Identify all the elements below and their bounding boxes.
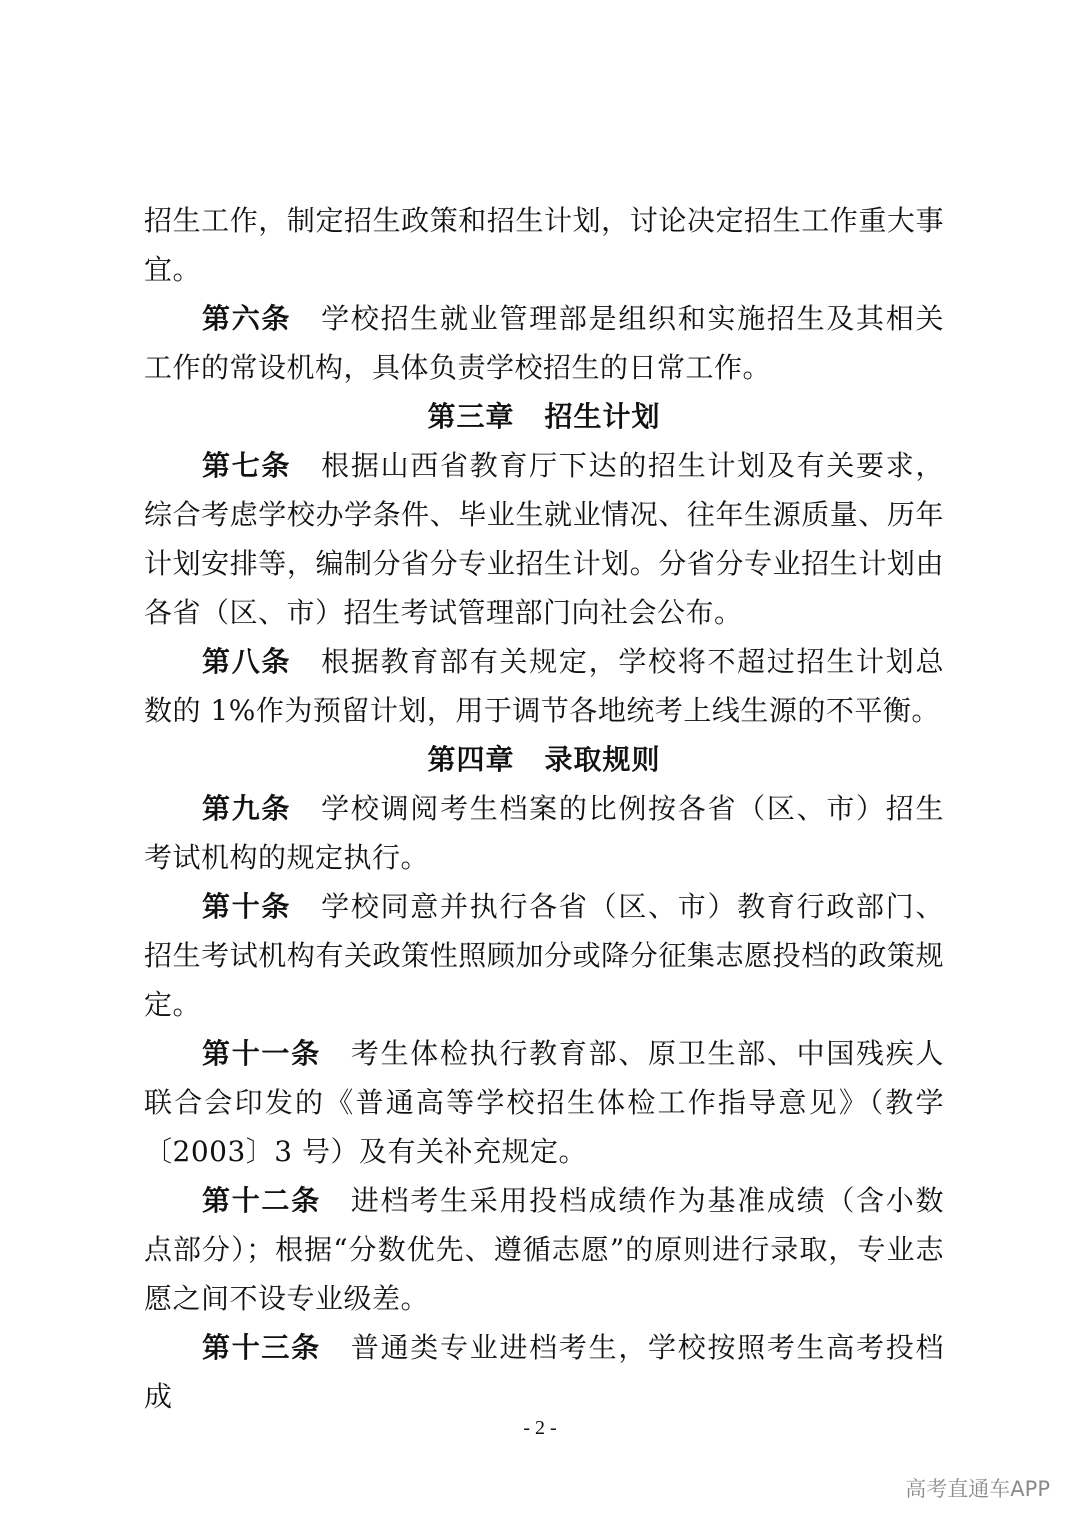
article-13: [144, 1323, 944, 1421]
article-text: 学校调阅考生档案的比例按各省（区、市）招生考试机构的规定执行。: [144, 792, 944, 874]
article-12: [144, 1176, 944, 1323]
chapter-3-heading: [144, 392, 944, 441]
article-label: 第九条: [202, 792, 292, 825]
chapter-number: 第四章: [427, 743, 515, 776]
article-label: 第十二条: [202, 1184, 321, 1217]
article-text: 考生体检执行教育部、原卫生部、中国残疾人联合会印发的《普通高等学校招生体检工作指导意见》（教学〔2003〕3 号）及有关补充规定。: [144, 1037, 944, 1168]
article-text: 根据教育部有关规定，学校将不超过招生计划总数的 1%作为预留计划，用于调节各地统考上线生源的不平衡。: [144, 645, 944, 727]
article-label: 第八条: [202, 645, 292, 678]
chapter-title: 录取规则: [544, 743, 661, 776]
article-text: 根据山西省教育厅下达的招生计划及有关要求，综合考虑学校办学条件、毕业生就业情况、往年生源质量、历年计划安排等，编制分省分专业招生计划。分省分专业招生计划由各省（区、市）招生考试管理部门向社会公布。: [144, 449, 944, 629]
document-body: [144, 196, 944, 1421]
article-label: 第十三条: [202, 1331, 321, 1364]
article-7: [144, 441, 944, 637]
article-label: 第七条: [202, 449, 292, 482]
article-6: [144, 294, 944, 392]
chapter-number: 第三章: [427, 400, 515, 433]
article-text: 学校招生就业管理部是组织和实施招生及其相关工作的常设机构，具体负责学校招生的日常工作。: [144, 302, 944, 384]
article-9: [144, 784, 944, 882]
watermark: 高考直通车APP: [905, 1477, 1050, 1501]
article-11: [144, 1029, 944, 1176]
article-label: 第十一条: [202, 1037, 321, 1070]
article-10: [144, 882, 944, 1029]
article-text: 普通类专业进档考生，学校按照考生高考投档成: [144, 1331, 944, 1413]
article-text: 进档考生采用投档成绩作为基准成绩（含小数点部分）；根据“分数优先、遵循志愿”的原则进行录取，专业志愿之间不设专业级差。: [144, 1184, 944, 1315]
page-number: - 2 -: [523, 1417, 557, 1439]
paragraph-text: 招生工作，制定招生政策和招生计划，讨论决定招生工作重大事宜。: [144, 204, 944, 286]
article-label: 第十条: [202, 890, 292, 923]
chapter-4-heading: [144, 735, 944, 784]
article-text: 学校同意并执行各省（区、市）教育行政部门、招生考试机构有关政策性照顾加分或降分征集志愿投档的政策规定。: [144, 890, 944, 1021]
chapter-title: 招生计划: [544, 400, 661, 433]
article-label: 第六条: [202, 302, 292, 335]
paragraph-continuation: [144, 196, 944, 294]
article-8: [144, 637, 944, 735]
